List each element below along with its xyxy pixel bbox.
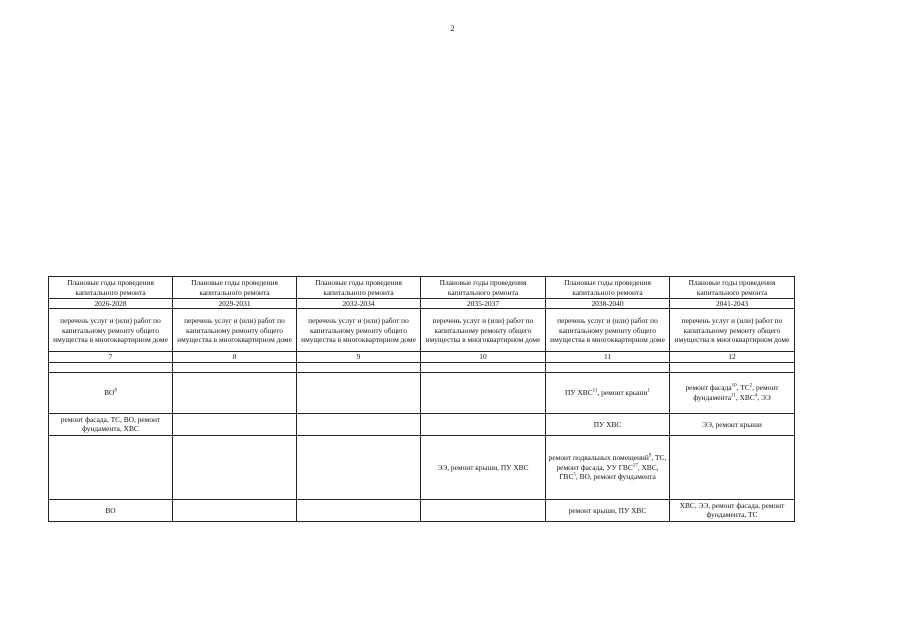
- table-row: [49, 413, 795, 435]
- empty-cell: [546, 362, 670, 372]
- empty-cell: [173, 499, 297, 521]
- year-range-cell: 2032-2034: [297, 299, 421, 309]
- table-cell: ЭЭ, ремонт крыши, ПУ ХВС: [421, 435, 546, 499]
- column-number-cell: 10: [421, 352, 546, 362]
- table-cell: ремонт фасада$^{10}$, $ТС^2$, ремонт фундамента$^{11}$, ХВС$^4$, ЭЭ: [670, 372, 795, 413]
- work-description-cell: перечень услуг и (или) работ по капитальному ремонту общего имущества в многоквартирном доме: [49, 309, 173, 352]
- empty-cell: [173, 435, 297, 499]
- empty-cell: [49, 362, 173, 372]
- work-description-cell: перечень услуг и (или) работ по капитальному ремонту общего имущества в многоквартирном доме: [421, 309, 546, 352]
- empty-cell: [421, 499, 546, 521]
- column-number-cell: 12: [670, 352, 795, 362]
- empty-cell: [421, 362, 546, 372]
- header-cell: Плановые годы проведения капитального ремонта: [421, 277, 546, 299]
- table-cell: ремонт подвальных помещений$^9$, ТС, ремонт фасада, УУ ГВС$^{17}$, ХВС, ГВС$^5$, ВО, ремонт фундамента: [546, 435, 670, 499]
- header-row: [49, 277, 795, 299]
- empty-cell: [173, 413, 297, 435]
- table-cell: $ВО^8$: [49, 372, 173, 413]
- empty-cell: [297, 499, 421, 521]
- year-range-cell: 2029-2031: [173, 299, 297, 309]
- column-number-cell: 7: [49, 352, 173, 362]
- table-cell: ХВС, ЭЭ, ремонт фасада, ремонт фундамента, ТС: [670, 499, 795, 521]
- header-cell: Плановые годы проведения капитального ремонта: [173, 277, 297, 299]
- table-row: [49, 499, 795, 521]
- table-row: [49, 435, 795, 499]
- empty-cell: [173, 362, 297, 372]
- table-cell: ПУ ХВС$^{11}$, ремонт крыши$^1$: [546, 372, 670, 413]
- column-number-cell: 8: [173, 352, 297, 362]
- header-cell: Плановые годы проведения капитального ремонта: [49, 277, 173, 299]
- year-range-cell: 2041-2043: [670, 299, 795, 309]
- empty-cell: [421, 372, 546, 413]
- empty-cell: [297, 362, 421, 372]
- table-cell: ремонт крыши, ПУ ХВС: [546, 499, 670, 521]
- description-row: [49, 309, 795, 352]
- header-cell: Плановые годы проведения капитального ремонта: [297, 277, 421, 299]
- empty-cell: [297, 413, 421, 435]
- work-description-cell: перечень услуг и (или) работ по капитальному ремонту общего имущества в многоквартирном доме: [173, 309, 297, 352]
- column-number-cell: 11: [546, 352, 670, 362]
- spacer-row: [49, 362, 795, 372]
- capital-repair-schedule-table: [48, 276, 795, 522]
- empty-cell: [670, 362, 795, 372]
- table-cell: ЭЭ, ремонт крыши: [670, 413, 795, 435]
- work-description-cell: перечень услуг и (или) работ по капитальному ремонту общего имущества в многоквартирном доме: [297, 309, 421, 352]
- year-range-cell: 2035-2037: [421, 299, 546, 309]
- empty-cell: [297, 372, 421, 413]
- table-cell: ремонт фасада, ТС, ВО, ремонт фундамента, ХВС: [49, 413, 173, 435]
- table-row: [49, 372, 795, 413]
- column-number-cell: 9: [297, 352, 421, 362]
- empty-cell: [173, 372, 297, 413]
- work-description-cell: перечень услуг и (или) работ по капитальному ремонту общего имущества в многоквартирном доме: [670, 309, 795, 352]
- year-range-cell: 2026-2028: [49, 299, 173, 309]
- empty-cell: [670, 435, 795, 499]
- page-number: 2: [450, 24, 455, 33]
- empty-cell: [49, 435, 173, 499]
- empty-cell: [297, 435, 421, 499]
- table-cell: ВО: [49, 499, 173, 521]
- header-cell: Плановые годы проведения капитального ремонта: [670, 277, 795, 299]
- year-range-cell: 2038-2040: [546, 299, 670, 309]
- years-row: [49, 299, 795, 309]
- empty-cell: [421, 413, 546, 435]
- header-cell: Плановые годы проведения капитального ремонта: [546, 277, 670, 299]
- table-cell: ПУ ХВС: [546, 413, 670, 435]
- work-description-cell: перечень услуг и (или) работ по капитальному ремонту общего имущества в многоквартирном доме: [546, 309, 670, 352]
- column-number-row: [49, 352, 795, 362]
